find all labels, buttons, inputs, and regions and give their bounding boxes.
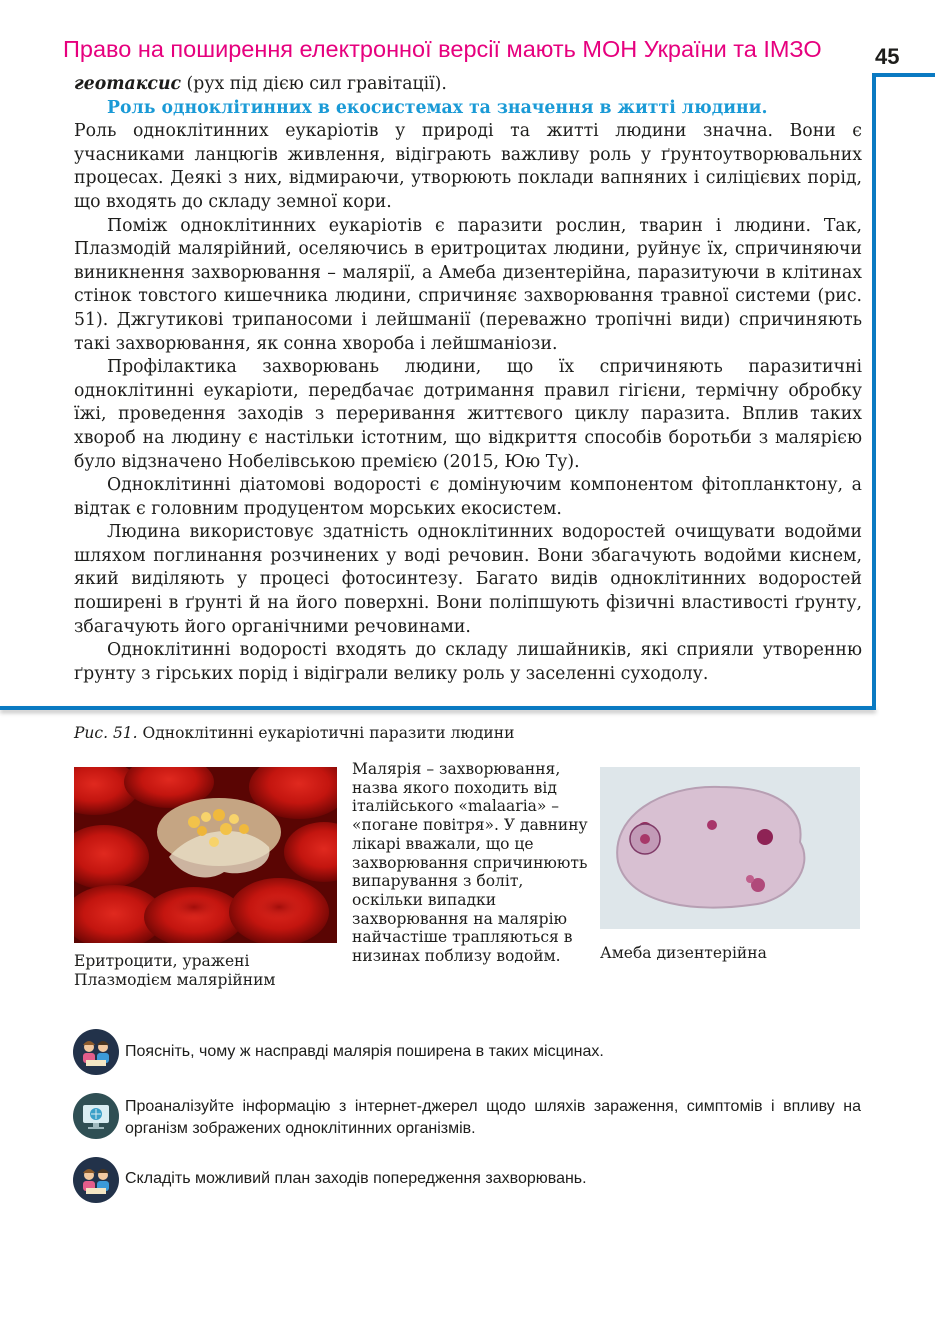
frame-right-line	[872, 73, 876, 710]
paragraph-6: Одноклітинні водорості входять до складу лишайників, які сприяли утворенню ґрунту з гірських порід і відіграли велику роль у заселенні суходолу.	[74, 640, 862, 684]
malaria-note: Малярія – захворювання, назва якого походить від італійського «malaaria» – «погане повітря». У давнину лікарі вважали, що це захворювання спричинюють випарування з боліт, оскільки випадки захворювання на малярію найчастіше трапляються в низинах поблизу водойм.	[352, 760, 588, 966]
erythrocytes-photo	[74, 767, 337, 943]
section-heading: Роль одноклітинних в екосистемах та значення в житті людини.	[107, 97, 768, 118]
paragraph-3: Профілактика захворювань людини, що їх спричиняють паразитичні одноклітинні еукаріоти, передбачає дотримання правил гігієни, термічну обробку їжі, проведення заходів з переривання життєвого циклу паразита. Вплив таких хвороб на людину є настільки істотним, що відкриття способів боротьби з малярією було відзначено Нобелівською премією (2015, Юю Ту).	[74, 357, 862, 472]
figure-caption-text: Одноклітинні еукаріотичні паразити людини	[137, 724, 515, 742]
amoeba-caption: Амеба дизентерійна	[600, 944, 767, 962]
figure-label: Рис. 51.	[74, 724, 138, 742]
amoeba-photo	[600, 767, 860, 929]
task-explain-text: Поясніть, чому ж насправді малярія поширена в таких місцинах.	[125, 1043, 604, 1060]
lead-line	[74, 73, 862, 97]
computer-icon	[73, 1093, 119, 1139]
figure-caption	[74, 724, 514, 742]
paragraph-4: Одноклітинні діатомові водорості є домінуючим компонентом фітопланктону, а відтак є головним продуцентом морських екосистем.	[74, 475, 862, 519]
lead-rest: (рух під дією сил гравітації).	[181, 74, 447, 94]
page-number: 45	[875, 44, 900, 69]
rights-banner: Право на поширення електронної версії мають МОН України та ІМЗО	[63, 36, 822, 62]
students-icon	[73, 1157, 119, 1203]
paragraph-1: Роль одноклітинних еукаріотів у природі та житті людини значна. Вони є учасниками ланцюгів живлення, відіграють важливу роль у ґрунтоутворювальних процесах. Деякі з них, відмираючи, утворюють поклади вапняних і силіцієвих порід, що входять до складу земної кори.	[74, 121, 862, 212]
students-icon	[73, 1029, 119, 1075]
task-plan-text: Складіть можливий план заходів попередження захворювань.	[125, 1170, 587, 1187]
task-analyze-text: Проаналізуйте інформацію з інтернет-джерел щодо шляхів зараження, симптомів і впливу на організм зображених одноклітинних організмів.	[125, 1098, 861, 1137]
frame-bottom-line	[0, 706, 876, 710]
paragraph-5: Людина використовує здатність одноклітинних водоростей очищувати водойми шляхом поглинання розчинених у воді речовин. Вони збагачують водойми киснем, який виділяють у процесі фотосинтезу. Багато видів одноклітинних водоростей поширені в ґрунті й на його поверхні. Вони поліпшують фізичні властивості ґрунту, збагачують його органічними речовинами.	[74, 522, 862, 637]
erythrocytes-caption: Еритроцити, уражені Плазмодієм малярійним	[74, 952, 276, 989]
lead-term: геотаксис	[74, 74, 182, 94]
main-text	[74, 73, 862, 686]
paragraph-2: Поміж одноклітинних еукаріотів є паразити рослин, тварин і людини. Так, Плазмодій малярійний, оселяючись в еритроцитах людини, руйнує їх, спричиняючи виникнення захворювання – малярії, а Амеба дизентерійна, паразитуючи в клітинах стінок товстого кишечника людини, спричиняє захворювання травної системи (рис. 51). Джгутикові трипаносоми і лейшманії (переважно тропічні види) спричиняють такі захворювання, як сонна хвороба і лейшманіози.	[74, 215, 862, 354]
frame-top-line	[872, 73, 935, 77]
